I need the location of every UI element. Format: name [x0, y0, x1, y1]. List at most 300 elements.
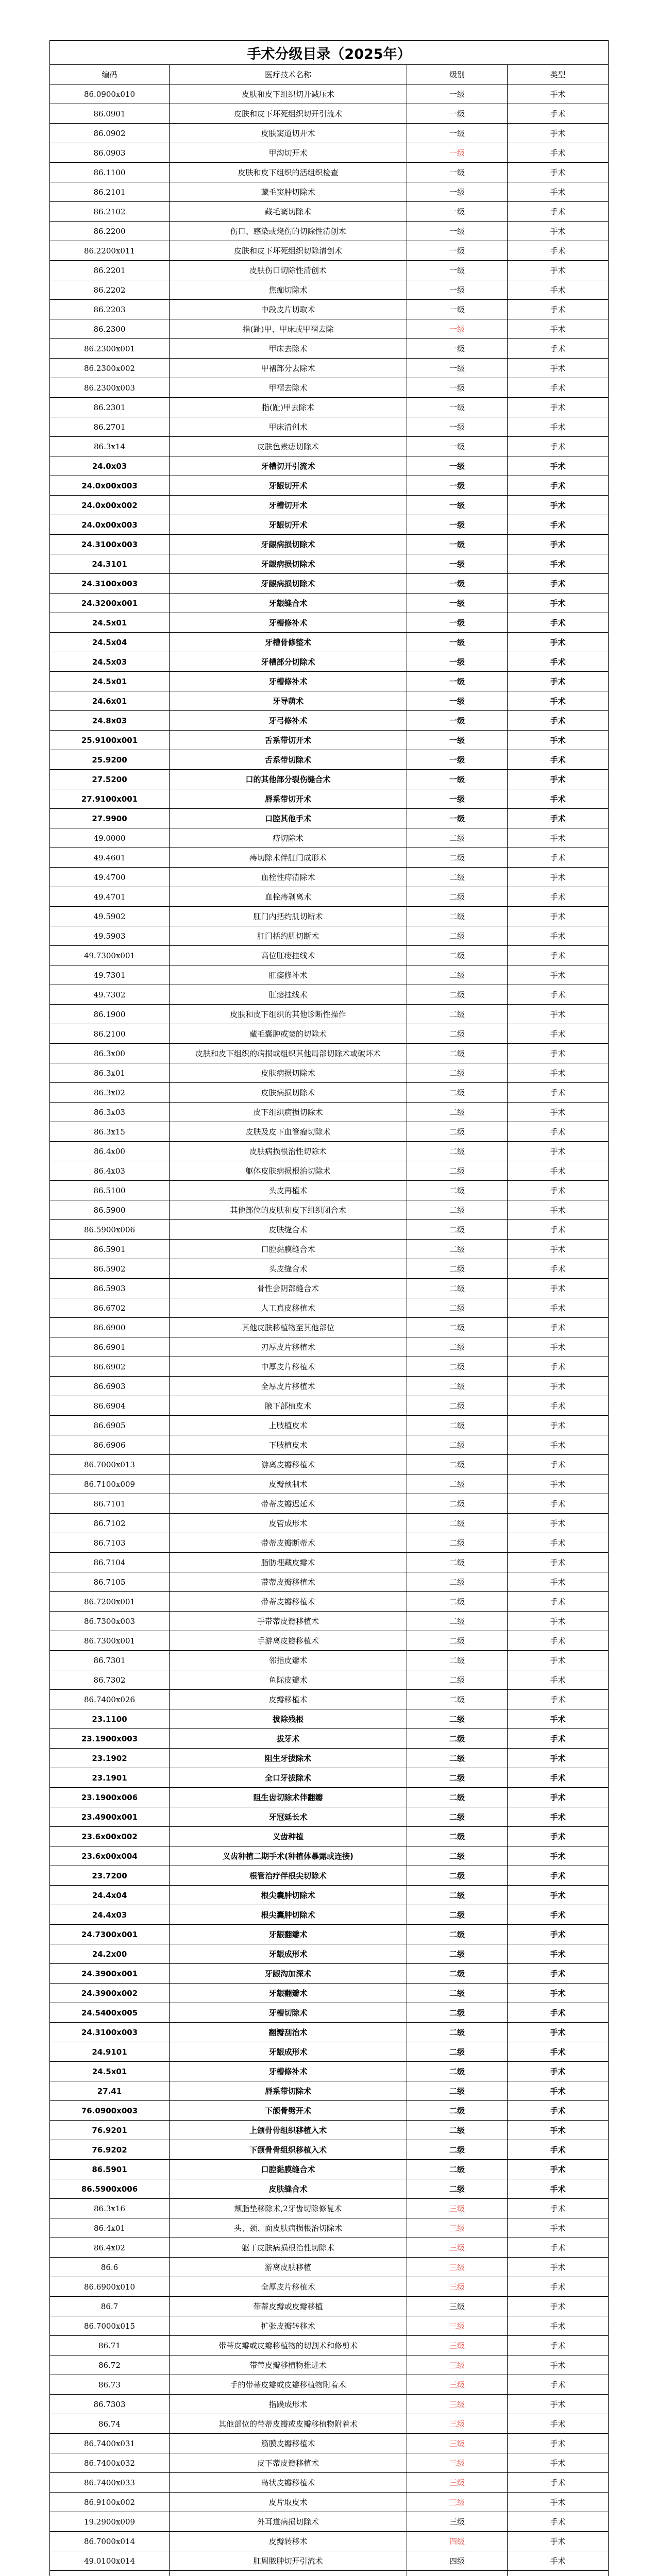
- cell-level: 二级: [407, 985, 508, 1005]
- cell-level: 二级: [407, 1631, 508, 1651]
- cell-code: 86.7400x031: [50, 2434, 170, 2453]
- cell-code: 49.5903: [50, 926, 170, 946]
- cell-level: 一级: [407, 261, 508, 280]
- table-row: [50, 1749, 609, 1768]
- cell-code: 24.8x03: [50, 711, 170, 731]
- cell-level: 一级: [407, 789, 508, 809]
- cell-code: 86.2200x011: [50, 241, 170, 261]
- cell-level: 二级: [407, 1416, 508, 1435]
- cell-level: 二级: [407, 1337, 508, 1357]
- cell-name: 口腔黏膜缝合术: [170, 2160, 407, 2179]
- cell-name: 牙槽切开引流术: [170, 456, 407, 476]
- cell-name: 牙槽部分切除术: [170, 652, 407, 672]
- cell-code: 76.9201: [50, 2121, 170, 2140]
- cell-level: 一级: [407, 104, 508, 124]
- cell-name: 根尖囊肿切除术: [170, 1905, 407, 1925]
- cell-name: 藏毛窦肿切除术: [170, 182, 407, 202]
- cell-name: 皮肤和皮下坏死组织切除清创术: [170, 241, 407, 261]
- cell-type: 手术: [508, 2218, 609, 2238]
- table-row: [50, 437, 609, 456]
- cell-type: 手术: [508, 300, 609, 319]
- cell-level: 二级: [407, 1729, 508, 1749]
- table-row: [50, 1709, 609, 1729]
- table-row: [50, 1631, 609, 1651]
- cell-name: 根管治疗伴根尖切除术: [170, 1866, 407, 1886]
- table-row: [50, 789, 609, 809]
- cell-code: 23.7200: [50, 1866, 170, 1886]
- cell-type: 手术: [508, 1846, 609, 1866]
- cell-type: [508, 2571, 609, 2576]
- cell-name: 扩张皮瓣转移术: [170, 2316, 407, 2336]
- cell-code: 86.7200x001: [50, 1592, 170, 1612]
- cell-name: 皮肤缝合术: [170, 1220, 407, 1240]
- cell-type: 手术: [508, 731, 609, 750]
- cell-type: 手术: [508, 1024, 609, 1044]
- cell-type: 手术: [508, 1240, 609, 1259]
- cell-name: 邻指皮瓣术: [170, 1651, 407, 1670]
- table-row: [50, 2081, 609, 2101]
- cell-code: 86.5100: [50, 1181, 170, 1200]
- table-row: [50, 143, 609, 163]
- cell-type: 手术: [508, 417, 609, 437]
- cell-code: 24.3100x003: [50, 574, 170, 594]
- cell-level: 二级: [407, 1396, 508, 1416]
- cell-type: 手术: [508, 535, 609, 554]
- cell-level: 一级: [407, 535, 508, 554]
- cell-name: 甲床清创术: [170, 417, 407, 437]
- cell-type: 手术: [508, 2023, 609, 2042]
- cell-level: 三级: [407, 2355, 508, 2375]
- cell-level: 三级: [407, 2297, 508, 2316]
- cell-code: 86.2101: [50, 182, 170, 202]
- cell-code: 24.3900x002: [50, 1984, 170, 2003]
- cell-code: 86.7104: [50, 1553, 170, 1572]
- header-code: 编码: [50, 65, 170, 84]
- cell-code: 23.1902: [50, 1749, 170, 1768]
- cell-type: 手术: [508, 887, 609, 907]
- table-row: [50, 848, 609, 868]
- header-level: 级别: [407, 65, 508, 84]
- cell-name: 皮肤窦道切开术: [170, 124, 407, 143]
- cell-name: 舌系带切开术: [170, 731, 407, 750]
- table-row: [50, 965, 609, 985]
- cell-type: 手术: [508, 1827, 609, 1846]
- cell-name: 阻生牙拔除术: [170, 1749, 407, 1768]
- cell-name: 皮肤病损切除术: [170, 1063, 407, 1083]
- cell-type: 手术: [508, 1944, 609, 1964]
- cell-name: 拔除残根: [170, 1709, 407, 1729]
- cell-type: 手术: [508, 163, 609, 182]
- cell-code: 23.1900x003: [50, 1729, 170, 1749]
- cell-level: 二级: [407, 1063, 508, 1083]
- cell-level: 三级: [407, 2238, 508, 2258]
- cell-type: 手术: [508, 750, 609, 770]
- cell-type: 手术: [508, 456, 609, 476]
- cell-name: 藏毛囊肿或窦的切除术: [170, 1024, 407, 1044]
- cell-name: 焦痂切除术: [170, 280, 407, 300]
- table-row: [50, 1925, 609, 1944]
- cell-level: 二级: [407, 1122, 508, 1142]
- cell-name: 上颌骨骨组织移植入术: [170, 2121, 407, 2140]
- cell-name: 伤口、感染或烧伤的切除性清创术: [170, 222, 407, 241]
- cell-name: 血栓痔剥离术: [170, 887, 407, 907]
- cell-name: 牙槽修补术: [170, 672, 407, 691]
- cell-type: 手术: [508, 985, 609, 1005]
- cell-type: 手术: [508, 554, 609, 574]
- cell-code: 86.6902: [50, 1357, 170, 1377]
- cell-level: 二级: [407, 1905, 508, 1925]
- cell-level: 一级: [407, 515, 508, 535]
- cell-code: 24.0x00x003: [50, 515, 170, 535]
- cell-level: 二级: [407, 2160, 508, 2179]
- cell-code: 24.0x00x003: [50, 476, 170, 496]
- cell-name: 甲沟切开术: [170, 143, 407, 163]
- cell-type: 手术: [508, 1651, 609, 1670]
- cell-level: 一级: [407, 574, 508, 594]
- cell-level: 三级: [407, 2493, 508, 2512]
- cell-name: 甲褶部分去除术: [170, 359, 407, 378]
- cell-level: 二级: [407, 1572, 508, 1592]
- cell-code: 24.3100x003: [50, 2023, 170, 2042]
- cell-level: 二级: [407, 1298, 508, 1318]
- cell-level: 一级: [407, 202, 508, 222]
- cell-name: 皮肤缝合术: [170, 2179, 407, 2199]
- cell-code: 86.2102: [50, 202, 170, 222]
- table-row: [50, 1298, 609, 1318]
- table-row: [50, 2003, 609, 2023]
- cell-level: 一级: [407, 319, 508, 339]
- cell-type: 手术: [508, 2003, 609, 2023]
- table-row: [50, 1416, 609, 1435]
- cell-code: 86.2301: [50, 398, 170, 417]
- table-row: [50, 1533, 609, 1553]
- table-row: [50, 1103, 609, 1122]
- cell-code: 86.6702: [50, 1298, 170, 1318]
- cell-name: 带蒂皮瓣迟延术: [170, 1494, 407, 1514]
- cell-level: 一级: [407, 476, 508, 496]
- table-row: [50, 1807, 609, 1827]
- cell-code: 86.6906: [50, 1435, 170, 1455]
- cell-type: 手术: [508, 672, 609, 691]
- cell-level: 二级: [407, 887, 508, 907]
- cell-name: 全口牙拔除术: [170, 1768, 407, 1788]
- cell-code: 49.7301: [50, 965, 170, 985]
- cell-level: 一级: [407, 378, 508, 398]
- table-row: [50, 750, 609, 770]
- cell-type: 手术: [508, 241, 609, 261]
- cell-code: 86.3x15: [50, 1122, 170, 1142]
- table-row: [50, 1083, 609, 1103]
- cell-level: 一级: [407, 163, 508, 182]
- cell-type: 手术: [508, 2434, 609, 2453]
- cell-level: 二级: [407, 1768, 508, 1788]
- cell-level: 二级: [407, 1435, 508, 1455]
- cell-name: 唇系带切除术: [170, 2081, 407, 2101]
- cell-name: 牙导萌术: [170, 691, 407, 711]
- cell-level: 二级: [407, 848, 508, 868]
- cell-code: 86.2202: [50, 280, 170, 300]
- table-row: [50, 1240, 609, 1259]
- cell-level: 三级: [407, 2375, 508, 2395]
- cell-level: 一级: [407, 456, 508, 476]
- table-row: [50, 1142, 609, 1161]
- cell-code: 86.74: [50, 2414, 170, 2434]
- surgery-catalog-sheet: [49, 40, 608, 2576]
- cell-level: 四级: [407, 2532, 508, 2551]
- cell-type: 手术: [508, 2160, 609, 2179]
- table-row: [50, 2277, 609, 2297]
- cell-level: 三级: [407, 2199, 508, 2218]
- table-row: [50, 1827, 609, 1846]
- table-row: [50, 1788, 609, 1807]
- cell-type: 手术: [508, 1749, 609, 1768]
- cell-code: 86.2201: [50, 261, 170, 280]
- cell-code: 86.7300x003: [50, 1612, 170, 1631]
- cell-type: 手术: [508, 2179, 609, 2199]
- cell-level: 二级: [407, 1083, 508, 1103]
- cell-code: 27.9900: [50, 809, 170, 828]
- cell-name: 肛瘘修补术: [170, 965, 407, 985]
- cell-name: 牙槽修补术: [170, 613, 407, 633]
- cell-name: 游离皮肤移植: [170, 2258, 407, 2277]
- table-row: [50, 2023, 609, 2042]
- table-row: [50, 359, 609, 378]
- cell-level: 一级: [407, 594, 508, 613]
- cell-type: 手术: [508, 1259, 609, 1279]
- cell-level: 二级: [407, 1827, 508, 1846]
- cell-type: 手术: [508, 2121, 609, 2140]
- table-row: [50, 2199, 609, 2218]
- cell-level: 二级: [407, 1592, 508, 1612]
- table-row: [50, 476, 609, 496]
- table-row: [50, 2532, 609, 2551]
- table-title: 手术分级目录（2025年）: [50, 41, 609, 65]
- cell-name: 其他部位的皮肤和皮下组织闭合术: [170, 1200, 407, 1220]
- cell-code: 86.0901: [50, 104, 170, 124]
- cell-level: 二级: [407, 1846, 508, 1866]
- cell-code: 86.7105: [50, 1572, 170, 1592]
- cell-level: 一级: [407, 731, 508, 750]
- cell-name: 痔切除术伴肛门成形术: [170, 848, 407, 868]
- cell-type: 手术: [508, 1631, 609, 1651]
- cell-type: 手术: [508, 1964, 609, 1984]
- cell-code: 86.7102: [50, 1514, 170, 1533]
- cell-level: 一级: [407, 280, 508, 300]
- cell-type: 手术: [508, 437, 609, 456]
- table-row: [50, 2297, 609, 2316]
- cell-name: 肛门括约肌切断术: [170, 926, 407, 946]
- cell-code: 86.5901: [50, 2160, 170, 2179]
- cell-type: 手术: [508, 1200, 609, 1220]
- cell-code: 76.0900x003: [50, 2101, 170, 2121]
- table-row: [50, 2512, 609, 2532]
- table-row: [50, 417, 609, 437]
- cell-type: 手术: [508, 202, 609, 222]
- cell-code: 24.3101: [50, 554, 170, 574]
- table-row: [50, 2258, 609, 2277]
- cell-name: 牙槽切开术: [170, 496, 407, 515]
- cell-level: 一级: [407, 711, 508, 731]
- cell-name: 躯体皮肤病损根治切除术: [170, 1161, 407, 1181]
- cell-type: 手术: [508, 2297, 609, 2316]
- cell-code: 86.5901: [50, 1240, 170, 1259]
- cell-level: 四级: [407, 2551, 508, 2571]
- cell-name: 牙龈病损切除术: [170, 535, 407, 554]
- cell-code: 86.73: [50, 2375, 170, 2395]
- cell-type: 手术: [508, 2453, 609, 2473]
- cell-level: 二级: [407, 1044, 508, 1063]
- cell-name: 指蹼成形术: [170, 2395, 407, 2414]
- table-row: [50, 2121, 609, 2140]
- table-row: [50, 84, 609, 104]
- cell-type: 手术: [508, 1494, 609, 1514]
- cell-name: 躯干皮肤病损根治性切除术: [170, 2238, 407, 2258]
- cell-name: 牙龈切开术: [170, 515, 407, 535]
- cell-level: 一级: [407, 84, 508, 104]
- table-row: [50, 1161, 609, 1181]
- cell-name: 岛状皮瓣移植术: [170, 2473, 407, 2493]
- table-row: [50, 2238, 609, 2258]
- cell-type: 手术: [508, 1886, 609, 1905]
- cell-type: 手术: [508, 2493, 609, 2512]
- cell-code: 49.7302: [50, 985, 170, 1005]
- table-row: [50, 1905, 609, 1925]
- cell-type: 手术: [508, 319, 609, 339]
- cell-code: 86.4x01: [50, 2218, 170, 2238]
- cell-code: 86.0903: [50, 143, 170, 163]
- cell-name: 鱼际皮瓣术: [170, 1670, 407, 1690]
- cell-code: 86.3x02: [50, 1083, 170, 1103]
- cell-code: 86.2203: [50, 300, 170, 319]
- table-row: [50, 2571, 609, 2576]
- cell-name: 皮肤色素痣切除术: [170, 437, 407, 456]
- table-row: [50, 378, 609, 398]
- cell-type: 手术: [508, 809, 609, 828]
- table-row: [50, 2355, 609, 2375]
- cell-code: 86.71: [50, 2336, 170, 2355]
- table-row: [50, 2395, 609, 2414]
- cell-type: 手术: [508, 515, 609, 535]
- cell-type: 手术: [508, 1044, 609, 1063]
- table-row: [50, 868, 609, 887]
- table-row: [50, 574, 609, 594]
- table-row: [50, 1357, 609, 1377]
- table-row: [50, 1592, 609, 1612]
- cell-code: 86.7301: [50, 1651, 170, 1670]
- cell-level: 一级: [407, 359, 508, 378]
- table-row: [50, 1964, 609, 1984]
- cell-level: 三级: [407, 2336, 508, 2355]
- table-row: [50, 1044, 609, 1063]
- cell-level: 二级: [407, 1651, 508, 1670]
- cell-level: 一级: [407, 554, 508, 574]
- cell-type: 手术: [508, 1592, 609, 1612]
- cell-type: 手术: [508, 1122, 609, 1142]
- table-row: [50, 1337, 609, 1357]
- table-row: [50, 770, 609, 789]
- cell-code: 86.7101: [50, 1494, 170, 1514]
- cell-name: 牙槽骨修整术: [170, 633, 407, 652]
- cell-level: [407, 2571, 508, 2576]
- cell-level: 二级: [407, 926, 508, 946]
- table-row: [50, 398, 609, 417]
- table-row: [50, 1220, 609, 1240]
- table-row: [50, 907, 609, 926]
- table-row: [50, 1846, 609, 1866]
- cell-type: 手术: [508, 496, 609, 515]
- cell-level: 三级: [407, 2395, 508, 2414]
- cell-level: 二级: [407, 2062, 508, 2081]
- cell-code: 86.2200: [50, 222, 170, 241]
- table-row: [50, 1514, 609, 1533]
- cell-type: 手术: [508, 222, 609, 241]
- cell-code: 86.7103: [50, 1533, 170, 1553]
- table-row: [50, 2453, 609, 2473]
- cell-level: 二级: [407, 1220, 508, 1240]
- cell-code: 24.4x03: [50, 1905, 170, 1925]
- cell-level: 二级: [407, 1944, 508, 1964]
- cell-type: 手术: [508, 965, 609, 985]
- cell-type: 手术: [508, 2258, 609, 2277]
- cell-type: 手术: [508, 946, 609, 965]
- cell-code: 19.2900x009: [50, 2512, 170, 2532]
- table-row: [50, 515, 609, 535]
- cell-type: 手术: [508, 1298, 609, 1318]
- cell-level: 二级: [407, 1377, 508, 1396]
- cell-type: 手术: [508, 1396, 609, 1416]
- cell-level: 一级: [407, 750, 508, 770]
- cell-type: 手术: [508, 652, 609, 672]
- cell-name: 藏毛窦切除术: [170, 202, 407, 222]
- cell-level: 一级: [407, 182, 508, 202]
- cell-type: 手术: [508, 2395, 609, 2414]
- cell-code: 86.7400x033: [50, 2473, 170, 2493]
- cell-level: 二级: [407, 2121, 508, 2140]
- cell-level: 二级: [407, 1161, 508, 1181]
- cell-name: 皮肤和皮下坏死组织切开引流术: [170, 104, 407, 124]
- table-row: [50, 828, 609, 848]
- table-row: [50, 1475, 609, 1494]
- cell-type: 手术: [508, 2101, 609, 2121]
- cell-type: 手术: [508, 339, 609, 359]
- cell-code: 86.4x00: [50, 1142, 170, 1161]
- table-row: [50, 1455, 609, 1475]
- table-row: [50, 202, 609, 222]
- cell-name: 皮瓣预制术: [170, 1475, 407, 1494]
- table-row: [50, 2179, 609, 2199]
- cell-name: 皮片取皮术: [170, 2493, 407, 2512]
- cell-level: 二级: [407, 1533, 508, 1553]
- cell-code: 27.5200: [50, 770, 170, 789]
- cell-name: 头皮再植术: [170, 1181, 407, 1200]
- cell-type: 手术: [508, 1377, 609, 1396]
- cell-code: 86.4x02: [50, 2238, 170, 2258]
- cell-code: 23.1900x006: [50, 1788, 170, 1807]
- cell-name: 血栓性痔清除术: [170, 868, 407, 887]
- cell-name: 皮肤和皮下组织的其他诊断性操作: [170, 1005, 407, 1024]
- cell-type: 手术: [508, 848, 609, 868]
- cell-code: 86.6904: [50, 1396, 170, 1416]
- cell-type: 手术: [508, 633, 609, 652]
- cell-code: 86.7303: [50, 2395, 170, 2414]
- cell-type: 手术: [508, 104, 609, 124]
- cell-name: 口腔其他手术: [170, 809, 407, 828]
- cell-level: 二级: [407, 1964, 508, 1984]
- cell-name: 牙槽修补术: [170, 2062, 407, 2081]
- cell-code: 86.7000x014: [50, 2532, 170, 2551]
- cell-level: 二级: [407, 1279, 508, 1298]
- cell-code: 24.0x03: [50, 456, 170, 476]
